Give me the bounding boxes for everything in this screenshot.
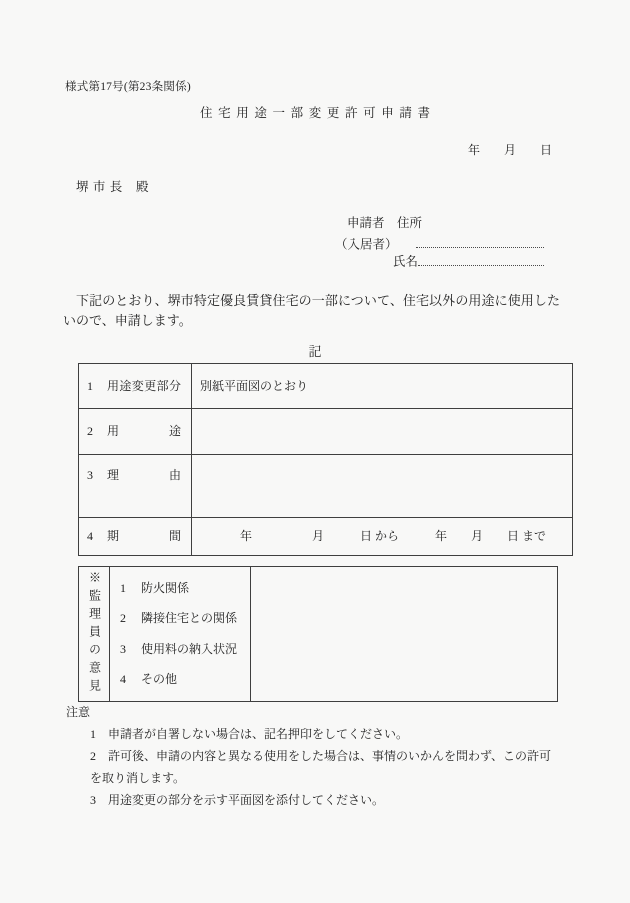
- note-number: 3: [90, 793, 96, 807]
- opinion-item-number: 1: [120, 580, 126, 595]
- notes-section: [64, 701, 564, 811]
- row-label: 用途変更部分: [107, 378, 181, 393]
- row-label-cell: [79, 518, 192, 556]
- note-text: 用途変更の部分を示す平面図を添付してください。: [108, 793, 385, 807]
- body-paragraph: 下記のとおり、堺市特定優良賃貸住宅の一部について、住宅以外の用途に使用したいので、申請します。: [63, 293, 560, 328]
- opinion-header-vertical: ※監理員の意見: [87, 571, 102, 697]
- name-fill-line: [418, 254, 544, 266]
- note-text: 申請者が自署しない場合は、記名押印をしてください。: [108, 727, 409, 741]
- row-number: 1: [87, 378, 93, 393]
- row-number: 4: [87, 529, 93, 543]
- notes-heading: 注意: [66, 705, 91, 719]
- row-label-cell: [79, 455, 192, 518]
- applicant-name-line: [335, 254, 544, 270]
- opinion-item-number: 4: [120, 672, 126, 687]
- table-row-use: [79, 409, 573, 455]
- opinion-item-neighbors: [120, 611, 250, 626]
- applicant-role-label: 申請者: [347, 216, 385, 230]
- note-text: 許可後、申請の内容と異なる使用をした場合は、事情のいかんを問わず、この許可を取り消します。: [90, 749, 552, 785]
- table-row-reason: [79, 455, 573, 518]
- document-title: 住宅用途一部変更許可申請書: [199, 106, 436, 120]
- opinion-item-label: 防火関係: [141, 580, 190, 595]
- opinion-item-payment: [120, 642, 250, 657]
- form-number: 様式第17号(第23条関係): [65, 81, 191, 93]
- note-item-floorplan: [90, 789, 562, 811]
- row-label: 理由: [107, 468, 181, 482]
- opinion-item-number: 2: [120, 611, 126, 626]
- address-label: 住所: [397, 216, 423, 230]
- opinion-item-label: 使用料の納入状況: [141, 641, 238, 656]
- resident-label: （入居者）: [335, 237, 398, 252]
- opinion-item-fire: [120, 581, 250, 596]
- date-line: 年 月 日: [467, 143, 552, 157]
- table-row-period: [79, 518, 573, 556]
- note-number: 2: [90, 749, 96, 763]
- supervisor-opinion-table: [78, 566, 558, 702]
- opinion-blank-cell: [251, 567, 558, 702]
- applicant-address-labels: [335, 216, 544, 232]
- applicant-resident-line: [335, 237, 544, 253]
- opinion-item-number: 3: [120, 641, 126, 656]
- row-number: 3: [87, 468, 93, 482]
- opinion-items-list: [110, 568, 250, 700]
- opinion-items-cell: [110, 567, 251, 702]
- row-number: 2: [87, 424, 93, 438]
- record-heading: 記: [308, 344, 322, 359]
- note-item-signature: [90, 723, 562, 745]
- row-label-cell: [79, 409, 192, 455]
- opinion-item-other: [120, 672, 250, 687]
- row-label: 期間: [107, 529, 181, 543]
- address-fill-line: [416, 237, 544, 249]
- addressee-mayor: 堺 市 長 殿: [76, 180, 150, 194]
- table-row-use-change-part: [79, 364, 573, 409]
- applicant-block: [335, 216, 544, 270]
- opinion-row: [79, 567, 558, 702]
- row-value-cell: 別紙平面図のとおり: [192, 364, 573, 409]
- note-number: 1: [90, 727, 96, 741]
- row-value-cell-period: 年 月 日 から 年 月 日 まで: [192, 518, 573, 556]
- row-value-cell: [192, 455, 573, 518]
- opinion-item-label: 隣接住宅との関係: [141, 611, 238, 626]
- row-value-cell: [192, 409, 573, 455]
- name-label: 氏名: [393, 254, 419, 269]
- opinion-item-label: その他: [141, 672, 178, 687]
- row-label-cell: [79, 364, 192, 409]
- opinion-header-cell: [79, 567, 110, 702]
- note-item-revocation: [90, 745, 562, 789]
- row-label: 用途: [107, 424, 181, 438]
- notes-list: [90, 723, 562, 811]
- main-table: [78, 363, 573, 556]
